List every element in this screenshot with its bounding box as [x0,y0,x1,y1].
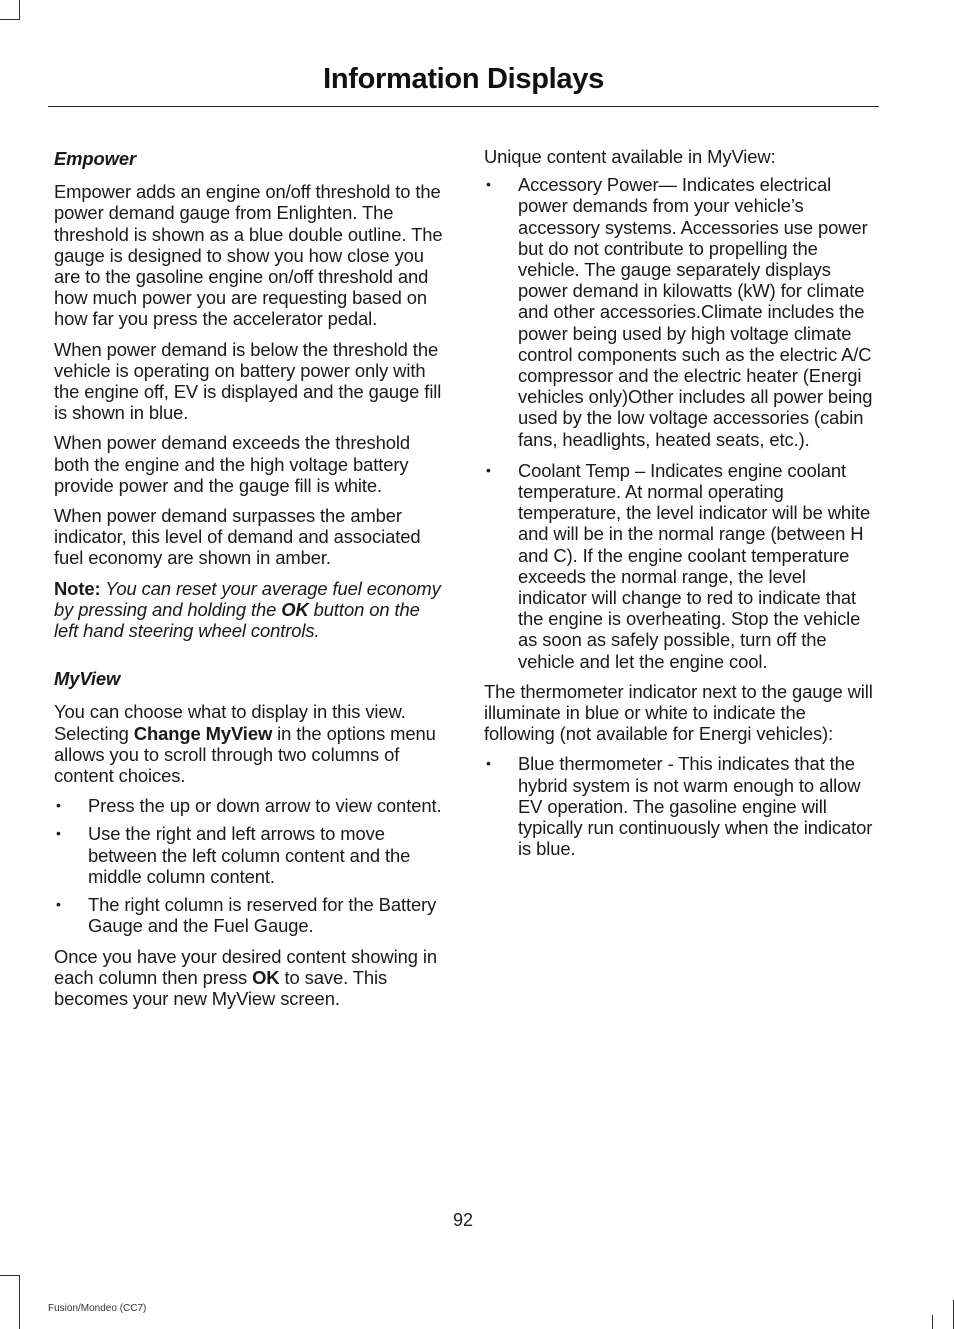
list-item [484,174,876,450]
myview-p1-text-b: in the options menu allows you to scroll through two columns of content choices. [54,722,436,787]
myview-paragraph-1 [54,701,446,786]
bullet-marker: • [56,896,61,913]
empower-paragraph-1: Empower adds an engine on/off threshold to the power demand gauge from Enlighten. The threshold is shown as a blue double outline. The gauge is designed to show you how close you are to the gasoline engine on/off threshold and how much power you are requesting based on how far you press the accelerator pedal. [54,181,443,330]
note-label: Note: [54,577,101,599]
bullet-marker: • [486,755,491,772]
crop-mark-bottom-left [19,1275,20,1329]
list-item [54,894,446,936]
bullet-marker: • [56,825,61,842]
list-item-text: Press the up or down arrow to view content. [88,795,442,817]
note-text-2: button on the left hand steering wheel controls. [54,598,420,642]
myview-p2-text-b: to save. This becomes your new MyView screen. [54,966,388,1009]
myview-heading: MyView [54,668,121,690]
right-column [484,146,876,869]
list-item [484,460,876,672]
empower-paragraph-3: When power demand exceeds the threshold both the engine and the high voltage battery provide power and the gauge fill is white. [54,432,410,496]
footer-model: Fusion/Mondeo (CC7) [48,1303,147,1314]
myview-p1-text-a: You can choose what to display in this view. Selecting [54,701,406,744]
page-header [48,60,879,108]
empower-paragraph-2: When power demand is below the threshold the vehicle is operating on battery power only with the engine off, EV is displayed and the gauge fill is shown in blue. [54,338,442,424]
crop-mark-top-left-h [0,19,20,20]
header-rule [48,106,879,107]
bullet-marker: • [56,797,61,814]
bullet-marker: • [486,176,491,193]
list-item [484,753,876,859]
myview-bullet-list [54,795,446,936]
crop-mark-top-left [19,0,20,20]
thermometer-paragraph: The thermometer indicator next to the gauge will illuminate in blue or white to indicate the following (not available for Energi vehicles): [484,680,873,745]
ok-label: OK [252,966,280,988]
page-title: Information Displays [323,63,604,95]
thermometer-bullet-list [484,753,876,859]
list-item-text: Use the right and left arrows to move between the left column content and the middle column content. [88,823,411,887]
page-number: 92 [452,1210,474,1230]
left-column [54,146,446,1018]
note-paragraph [54,578,446,642]
content-bullet-list [484,174,876,672]
myview-paragraph-2 [54,946,446,1010]
myview-p2-text-a: Once you have your desired content showing in each column then press [54,945,437,988]
empower-paragraph-4: When power demand surpasses the amber indicator, this level of demand and associated fuel economy are shown in amber. [54,505,421,569]
list-item-text: Coolant Temp – Indicates engine coolant temperature. At normal operating temperature, the level indicator will be white and will be in the normal range (between H and C). If the engine coolant temperature exceeds the normal range, the level indicator will change to red to indicate that the engine is overheating. Stop the vehicle as soon as safely possible, turn off the vehicle and let the engine cool. [518,459,871,672]
change-myview-label: Change MyView [133,722,273,744]
list-item-text: Accessory Power— Indicates electrical power demands from your vehicle’s accessory systems. Accessories use power but do not contribute to propelling the vehicle. The gauge separately displays power demand in kilowatts (kW) for climate and other accessories.Climate includes the power being used by high voltage climate control components such as the electric A/C compressor and the electric heater (Energi vehicles only)Other includes all power being used by the low voltage accessories (cabin fans, headlights, heated seats, etc.). [518,174,873,450]
note-ok-label: OK [281,598,309,620]
bullet-marker: • [486,461,491,478]
list-item [54,823,446,887]
list-item-text: The right column is reserved for the Battery Gauge and the Fuel Gauge. [88,894,437,937]
crop-mark-bottom-right-1 [932,1315,933,1329]
crop-mark-bottom-left-h [0,1275,20,1276]
list-item [54,795,446,816]
myview-content-intro: Unique content available in MyView: [484,146,776,167]
note-text-1: You can reset your average fuel economy by pressing and holding the [54,577,441,620]
list-item-text: Blue thermometer - This indicates that the hybrid system is not warm enough to allow EV operation. The gasoline engine will typically run continuously when the indicator is blue. [518,753,873,860]
empower-heading: Empower [54,148,137,169]
